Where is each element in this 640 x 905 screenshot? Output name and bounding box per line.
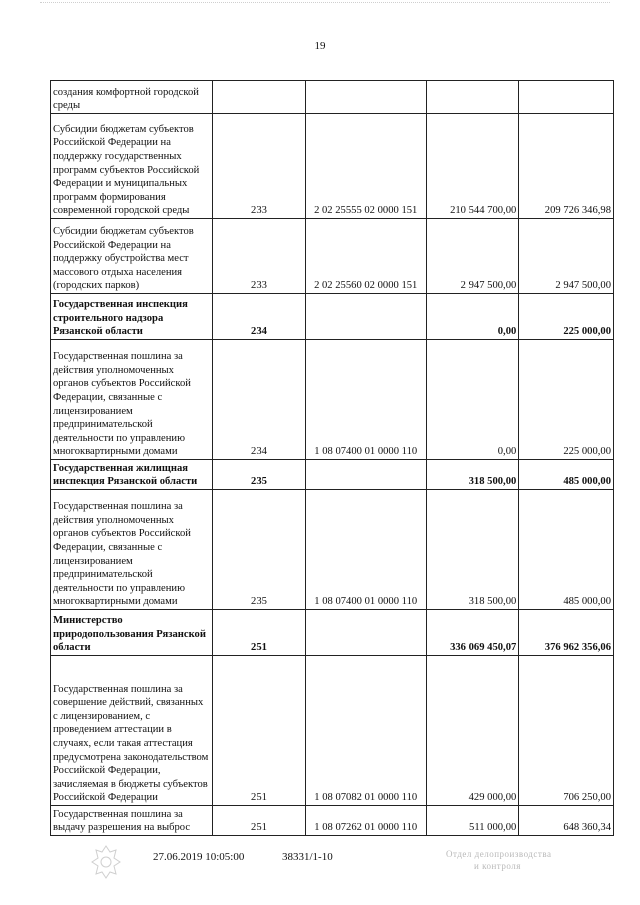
revenue-name-cell: создания комфортной городской среды bbox=[51, 81, 213, 114]
stamp-line-2: и контроля bbox=[474, 861, 521, 871]
footer-timestamp: 27.06.2019 10:05:00 bbox=[153, 851, 245, 863]
table-row bbox=[51, 806, 614, 836]
stamp-line-1: Отдел делопроизводства bbox=[446, 849, 552, 859]
table-row bbox=[51, 81, 614, 114]
budget-code-cell bbox=[305, 610, 426, 656]
amount-actual-cell: 225 000,00 bbox=[519, 294, 614, 340]
table-row-section bbox=[51, 294, 614, 340]
amount-actual-cell: 485 000,00 bbox=[519, 460, 614, 490]
budget-code-cell: 1 08 07082 01 0000 110 bbox=[305, 656, 426, 806]
footer-document-number: 38331/1-10 bbox=[282, 851, 333, 863]
amount-actual-cell: 485 000,00 bbox=[519, 490, 614, 610]
budget-code-cell: 1 08 07400 01 0000 110 bbox=[305, 340, 426, 460]
admin-code-cell bbox=[213, 81, 306, 114]
budget-revenue-table bbox=[50, 80, 614, 836]
admin-code-cell: 235 bbox=[213, 490, 306, 610]
amount-actual-cell: 2 947 500,00 bbox=[519, 219, 614, 294]
table-row bbox=[51, 219, 614, 294]
budget-code-cell: 2 02 25555 02 0000 151 bbox=[305, 114, 426, 219]
table-row-section bbox=[51, 610, 614, 656]
admin-code-cell: 234 bbox=[213, 294, 306, 340]
budget-code-cell bbox=[305, 294, 426, 340]
admin-code-cell: 234 bbox=[213, 340, 306, 460]
amount-plan-cell bbox=[426, 81, 519, 114]
admin-code-cell: 251 bbox=[213, 610, 306, 656]
scan-edge-marks bbox=[40, 2, 610, 6]
admin-code-cell: 233 bbox=[213, 114, 306, 219]
amount-plan-cell: 318 500,00 bbox=[426, 460, 519, 490]
amount-plan-cell: 0,00 bbox=[426, 340, 519, 460]
amount-plan-cell: 511 000,00 bbox=[426, 806, 519, 836]
table-row bbox=[51, 340, 614, 460]
budget-code-cell: 1 08 07400 01 0000 110 bbox=[305, 490, 426, 610]
department-name-cell: Государственная инспекция строительного надзора Рязанской области bbox=[51, 294, 213, 340]
amount-actual-cell: 209 726 346,98 bbox=[519, 114, 614, 219]
amount-plan-cell: 336 069 450,07 bbox=[426, 610, 519, 656]
amount-actual-cell: 648 360,34 bbox=[519, 806, 614, 836]
amount-actual-cell: 225 000,00 bbox=[519, 340, 614, 460]
admin-code-cell: 251 bbox=[213, 656, 306, 806]
admin-code-cell: 251 bbox=[213, 806, 306, 836]
amount-plan-cell: 0,00 bbox=[426, 294, 519, 340]
revenue-name-cell: Государственная пошлина за действия уполномоченных органов субъектов Российской Федерации, связанные с лицензированием предпринимательской деятельности по управлению многоквартирными домами bbox=[51, 340, 213, 460]
table-row bbox=[51, 656, 614, 806]
amount-actual-cell: 706 250,00 bbox=[519, 656, 614, 806]
table-row-section bbox=[51, 460, 614, 490]
page-number: 19 bbox=[314, 40, 326, 52]
budget-code-cell: 1 08 07262 01 0000 110 bbox=[305, 806, 426, 836]
amount-actual-cell: 376 962 356,06 bbox=[519, 610, 614, 656]
revenue-name-cell: Государственная пошлина за действия уполномоченных органов субъектов Российской Федерации, связанные с лицензированием предпринимательской деятельности по управлению многоквартирными домами bbox=[51, 490, 213, 610]
amount-plan-cell: 210 544 700,00 bbox=[426, 114, 519, 219]
budget-code-cell: 2 02 25560 02 0000 151 bbox=[305, 219, 426, 294]
department-name-cell: Государственная жилищная инспекция Рязанской области bbox=[51, 460, 213, 490]
revenue-name-cell: Государственная пошлина за выдачу разрешения на выброс bbox=[51, 806, 213, 836]
admin-code-cell: 233 bbox=[213, 219, 306, 294]
budget-code-cell bbox=[305, 460, 426, 490]
amount-actual-cell bbox=[519, 81, 614, 114]
budget-code-cell bbox=[305, 81, 426, 114]
department-name-cell: Министерство природопользования Рязанской области bbox=[51, 610, 213, 656]
admin-code-cell: 235 bbox=[213, 460, 306, 490]
revenue-name-cell: Государственная пошлина за совершение действий, связанных с лицензированием, с проведением аттестации в случаях, если такая аттестация предусмотрена законодательством Российской Федерации, зачисляемая в бюджеты субъектов Российской Федерации bbox=[51, 656, 213, 806]
amount-plan-cell: 318 500,00 bbox=[426, 490, 519, 610]
revenue-name-cell: Субсидии бюджетам субъектов Российской Федерации на поддержку обустройства мест массового отдыха населения (городских парков) bbox=[51, 219, 213, 294]
amount-plan-cell: 2 947 500,00 bbox=[426, 219, 519, 294]
table-row bbox=[51, 114, 614, 219]
revenue-name-cell: Субсидии бюджетам субъектов Российской Федерации на поддержку государственных программ субъектов Российской Федерации и муниципальных программ формирования современной городской среды bbox=[51, 114, 213, 219]
amount-plan-cell: 429 000,00 bbox=[426, 656, 519, 806]
registration-stamp bbox=[446, 848, 551, 872]
table-row bbox=[51, 490, 614, 610]
